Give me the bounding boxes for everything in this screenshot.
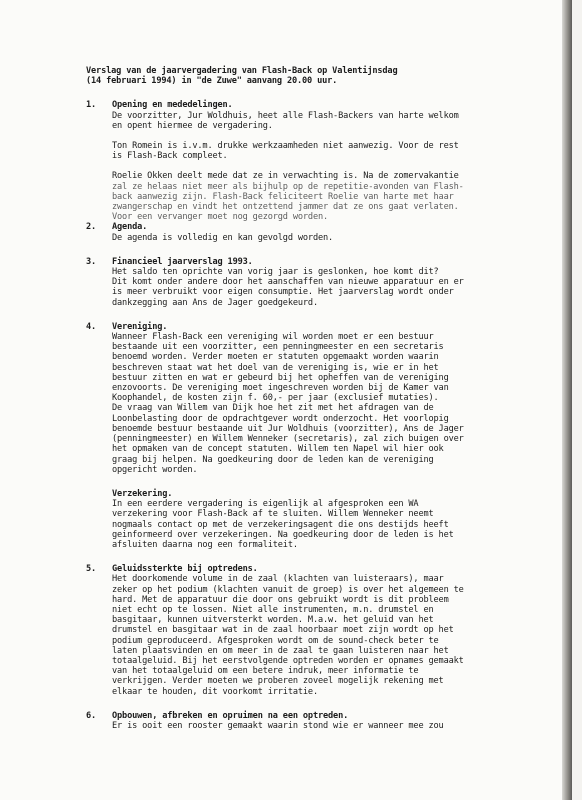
text-line: Er is ooit een rooster gemaakt waarin stond wie er wanneer mee zou [112,720,444,731]
text-line: bestaande uit een voorzitter, een penningmeester en een secretaris [112,342,444,353]
document-title [86,66,566,86]
text-line: In een eerdere vergadering is eigenlijk al afgesproken een WA [112,499,419,510]
text-line: De vraag van Willem van Dijk hoe het zit met het afdragen van de [112,403,434,414]
text-line: drumstel en basgitaar wat in de zaal hoorbaar moet zijn wordt op het [112,625,454,636]
text-line: nogmaals contact op met de verzekeringsagent die ons destijds heeft [112,519,449,530]
text-line: benoemde bestuur bestaande uit Jur Woldhuis (voorzitter), Ans de Jager [112,423,464,434]
title-line: (14 februari 1994) in "de Zuwe" aanvang 20.00 uur. [86,76,338,87]
text-line: laten plaatsvinden en om meer in de zaal te gaan luisteren naar het [112,645,449,656]
section-agenda [86,222,566,242]
section-number: 3. [86,256,97,267]
section-sound-volume [86,564,566,697]
section-financial-report [86,257,566,308]
text-line: Voor een vervanger moet nog gezorgd worden. [112,212,329,223]
text-line: Roelie Okken deelt mede dat ze in verwachting is. Na de zomervakantie [112,171,459,182]
section-heading: Financieel jaarverslag 1993. [112,256,253,267]
section-association [86,322,566,550]
text-line: elkaar te houden, dit voorkomt irritatie. [112,686,318,697]
section-heading: Vereniging. [112,321,168,332]
text-line: Loonbelasting door de opdrachtgever wordt onderzocht. Het voorlopig [112,413,449,424]
text-line: verkrijgen. Verder moeten we proberen zoveel mogelijk rekening met [112,676,444,687]
text-line: De voorzitter, Jur Woldhuis, heet alle Flash-Backers van harte welkom [112,110,459,121]
text-line: podium geproduceerd. Afgesproken wordt om de sound-check beter te [112,635,439,646]
text-line: en opent hiermee de vergadering. [112,120,273,131]
text-line: De agenda is volledig en kan gevolgd worden. [112,232,334,243]
text-line: Dit komt onder andere door het aanschaffen van nieuwe apparatuur en er [112,277,464,288]
text-line: het opmaken van de concept statuten. Willem ten Napel wil hier ook [112,444,444,455]
section-number: 5. [86,564,97,575]
text-line: enzovoorts. De vereniging moet ingeschreven worden bij de Kamer van [112,383,449,394]
section-heading: Geluidssterkte bij optredens. [112,564,258,575]
text-line: verzekering voor Flash-Back af te sluiten. Willem Wenneker neemt [112,509,434,520]
subsection-insurance [112,489,566,550]
text-line: hard. Met de apparatuur die door ons gebruikt wordt is dit probleem [112,594,449,605]
text-line: zeker op het podium (klachten vanuit de groep) is over het algemeen te [112,584,464,595]
text-line: Wanneer Flash-Back een vereniging wil worden moet er een bestuur [112,332,434,343]
text-line: Ton Romein is i.v.m. drukke werkzaamheden niet aanwezig. Voor de rest [112,141,459,152]
text-line: basgitaar, kunnen uitversterkt worden. M.a.w. het geluid van het [112,615,434,626]
text-line: benoemd worden. Verder moeten er statuten opgemaakt worden waarin [112,352,439,363]
subsection-heading: Verzekering. [112,488,173,499]
paragraph [112,111,566,131]
text-line: geinformeerd over verzekeringen. Na goedkeuring door de leden is het [112,529,454,540]
text-line: van het totaalgeluid om een betere indruk, meer informatie te [112,666,419,677]
text-line: afsluiten daarna nog een formaliteit. [112,539,298,550]
section-heading: Agenda. [112,222,148,233]
paragraph [112,141,566,161]
text-line: is Flash-Back compleet. [112,151,228,162]
text-line: bestuur zitten en wat er gebeurd bij het opheffen van de vereniging [112,372,449,383]
text-line: totaalgeluid. Bij het eerstvolgende optreden worden er opnames gemaakt [112,655,464,666]
text-line: zal ze helaas niet meer als bijhulp op de repetitie-avonden van Flash- [112,181,464,192]
text-line: Het saldo ten oprichte van vorig jaar is geslonken, hoe komt dit? [112,267,439,278]
text-line: graag bij helpen. Na goedkeuring door de leden kan de vereniging [112,454,434,465]
text-line: beschreven staat wat het doel van de vereniging is, wie er in het [112,362,439,373]
text-line: dankzegging aan Ans de Jager goedgekeurd. [112,297,318,308]
section-opening [86,100,566,222]
text-line: (penningmeester) en Willem Wenneker (secretaris), zal zich buigen over [112,434,464,445]
text-line: niet echt op te lossen. Niet alle instrumenten, m.n. drumstel en [112,604,434,615]
section-heading: Opbouwen, afbreken en opruimen na een optreden. [112,710,349,721]
section-setup-teardown [86,711,566,731]
paragraph [112,171,566,222]
text-line: opgericht worden. [112,464,198,475]
section-number: 2. [86,222,97,233]
text-line: Het doorkomende volume in de zaal (klachten van luisteraars), maar [112,574,444,585]
section-number: 6. [86,710,97,721]
section-number: 1. [86,100,97,111]
text-line: zwangerschap en vindt het ontzettend jammer dat ze ons gaat verlaten. [112,202,459,213]
section-number: 4. [86,321,97,332]
text-line: Koophandel, de kosten zijn f. 60,- per jaar (exclusief mutaties). [112,393,439,404]
text-line: is meer verbruikt voor eigen consumptie. Het jaarverslag wordt onder [112,287,454,298]
section-heading: Opening en mededelingen. [112,100,233,111]
document-body [86,66,566,731]
page-edge-shadow [562,0,572,800]
text-line: back aanwezig zijn. Flash-Back feliciteert Roelie van harte met haar [112,191,454,202]
title-line: Verslag van de jaarvergadering van Flash-Back op Valentijnsdag [86,66,398,76]
